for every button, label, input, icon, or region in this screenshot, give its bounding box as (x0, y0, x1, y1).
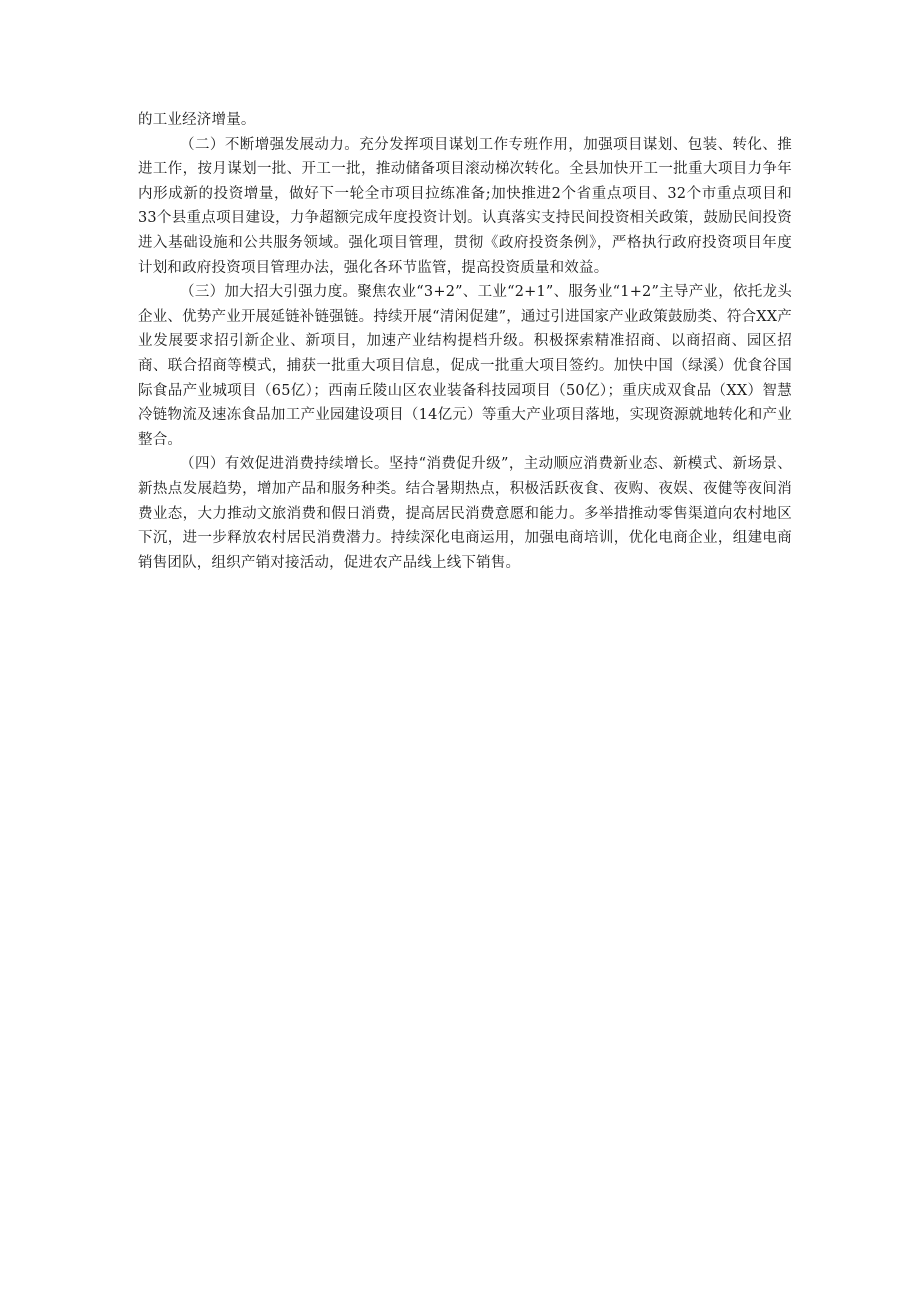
document-body (138, 108, 792, 575)
paragraph-section-3: （三）加大招大引强力度。聚焦农业“3+2”、工业“2+1”、服务业“1+2”主导产业，依托龙头企业、优势产业开展延链补链强链。持续开展“清闲促建”，通过引进国家产业政策鼓励类、符合XX产业发展要求招引新企业、新项目，加速产业结构提档升级。积极探索精准招商、以商招商、园区招商、联合招商等模式，捕获一批重大项目信息，促成一批重大项目签约。加快中国（绿溪）优食谷国际食品产业城项目（65亿）；西南丘陵山区农业装备科技园项目（50亿）；重庆成双食品（XX）智慧冷链物流及速冻食品加工产业园建设项目（14亿元）等重大产业项目落地，实现资源就地转化和产业整合。 (138, 284, 792, 448)
paragraph-section-4: （四）有效促进消费持续增长。坚持“消费促升级”，主动顺应消费新业态、新模式、新场景、新热点发展趋势，增加产品和服务种类。结合暑期热点，积极活跃夜食、夜购、夜娱、夜健等夜间消费业态，大力推动文旅消费和假日消费，提高居民消费意愿和能力。多举措推动零售渠道向农村地区下沉，进一步释放农村居民消费潜力。持续深化电商运用，加强电商培训，优化电商企业，组建电商销售团队，组织产销对接活动，促进农产品线上线下销售。 (138, 456, 792, 571)
paragraph-section-2: （二）不断增强发展动力。充分发挥项目谋划工作专班作用，加强项目谋划、包装、转化、推进工作，按月谋划一批、开工一批，推动储备项目滚动梯次转化。全县加快开工一批重大项目力争年内形成新的投资增量，做好下一轮全市项目拉练准备;加快推进2个省重点项目、32个市重点项目和33个县重点项目建设，力争超额完成年度投资计划。认真落实支持民间投资相关政策，鼓励民间投资进入基础设施和公共服务领域。强化项目管理，贯彻《政府投资条例》，严格执行政府投资项目年度计划和政府投资项目管理办法，强化各环节监管，提高投资质量和效益。 (138, 136, 792, 276)
paragraph-continuation: 的工业经济增量。 (138, 112, 256, 128)
